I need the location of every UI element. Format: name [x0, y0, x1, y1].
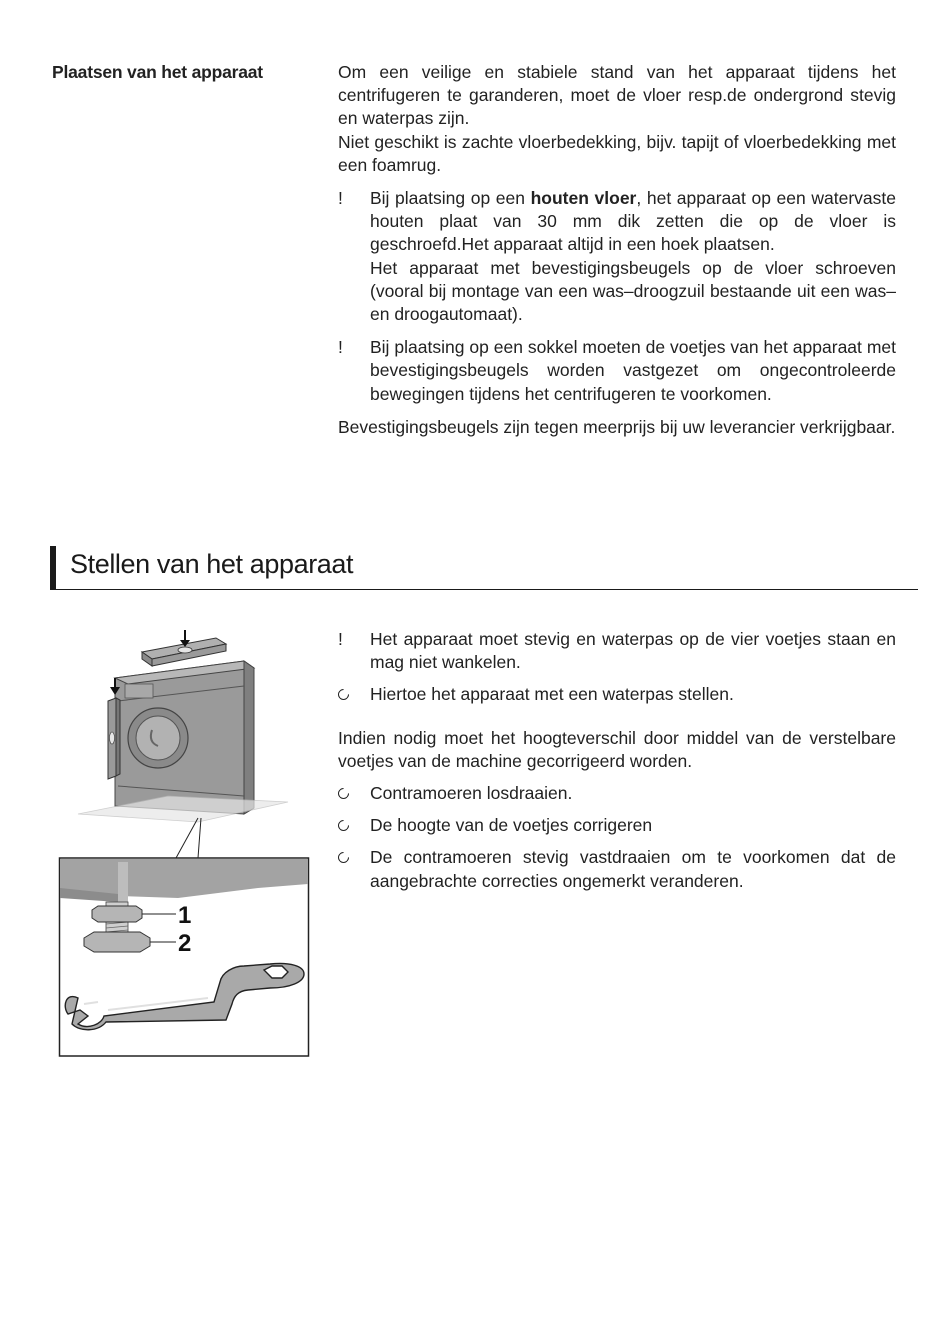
leveling-warning-text: Het apparaat moet stevig en waterpas op de vier voetjes staan en mag niet wankelen. [370, 629, 896, 673]
correction-step-2 [338, 814, 896, 837]
warning-mark: ! [338, 629, 343, 649]
placement-text-column [338, 61, 896, 439]
spirit-level-top-icon [142, 630, 226, 666]
brackets-availability-paragraph: Bevestigingsbeugels zijn tegen meerprijs bij uw leverancier verkrijgbaar. [338, 416, 896, 437]
warning-mark: ! [338, 188, 343, 209]
figure-label-2: 2 [178, 930, 192, 957]
placement-unsuitable-paragraph: Niet geschikt is zachte vloerbedekking, bijv. tapijt of vloerbedekking met een foamrug. [338, 131, 896, 175]
section-rule [50, 589, 918, 590]
section-header [50, 546, 918, 590]
height-correction-paragraph: Indien nodig moet het hoogteverschil door middel van de verstelbare voetjes van de machine gecorrigeerd worden. [338, 727, 896, 771]
plinth-warning-text: Bij plaatsing op een sokkel moeten de voetjes van het apparaat met bevestigingsbeugels worden vastgezet om ongecontroleerde bewegingen tijdens het centrifugeren te voorkomen. [370, 337, 896, 404]
leveling-step-1 [338, 683, 896, 706]
bullet-circle-icon [336, 818, 352, 834]
wooden-floor-emphasis: houten vloer [530, 188, 637, 209]
warning-mark: ! [338, 337, 343, 358]
correction-step-text: Contramoeren losdraaien. [370, 783, 573, 804]
bullet-circle-icon [336, 687, 352, 703]
correction-step-text: De contramoeren stevig vastdraaien om te voorkomen dat de aangebrachte correcties ongemerkt veranderen. [370, 847, 896, 891]
correction-step-text: De hoogte van de voetjes corrigeren [370, 815, 653, 836]
wooden-floor-warning [338, 187, 896, 326]
leveling-step-text: Hiertoe het apparaat met een waterpas stellen. [370, 684, 734, 705]
figure-label-1: 1 [178, 902, 192, 929]
bullet-circle-icon [336, 850, 352, 866]
bracket-mounting-text: Het apparaat met bevestigingsbeugels op de vloer schroeven (vooral bij montage van een was–droogzuil bestaande uit een was– en droogautomaat). [370, 257, 896, 325]
side-heading-placement: Plaatsen van het apparaat [52, 62, 263, 82]
leveling-text-column [338, 628, 896, 893]
section-bar [50, 546, 56, 590]
leveling-warning [338, 628, 896, 674]
plinth-warning [338, 336, 896, 406]
leveling-illustration [58, 626, 310, 1058]
section-title: Stellen van het apparaat [70, 549, 354, 579]
correction-step-3 [338, 846, 896, 892]
wooden-floor-warning-text: Bij plaatsing op een houten vloer, het apparaat op een watervaste houten plaat van 30 mm dik zetten die op de vloer is geschroefd.Het apparaat altijd in een hoek plaatsen. [370, 188, 896, 255]
bullet-circle-icon [336, 786, 352, 802]
placement-intro-paragraph: Om een veilige en stabiele stand van het apparaat tijdens het centrifugeren te garanderen, moet de vloer resp.de ondergrond stevig en waterpas zijn. [338, 62, 896, 129]
correction-step-1 [338, 782, 896, 805]
